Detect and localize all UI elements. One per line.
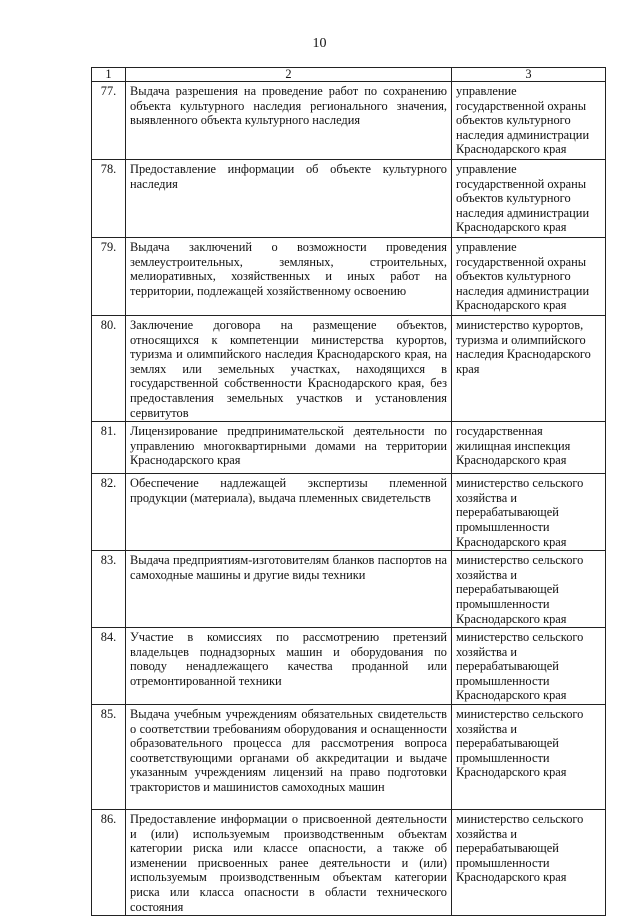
table-row: [92, 422, 606, 474]
header-col-3: 3: [452, 68, 606, 82]
responsible-authority: государственная жилищная инспекция Краснодарского края: [452, 422, 606, 474]
table-row: [92, 316, 606, 422]
table-row: [92, 551, 606, 628]
service-name: Выдача учебным учреждениям обязательных свидетельств о соответствии требованиям оборудования и оснащенности образовательного процесса для рассмотрения вопроса соответствующими органами об аккредитации и выдаче указанным учреждениям лицензий на право подготовки трактористов и машинистов самоходных машин: [126, 705, 452, 810]
header-col-1: 1: [92, 68, 126, 82]
responsible-authority: управление государственной охраны объектов культурного наследия администрации Краснодарского края: [452, 238, 606, 316]
table-row: [92, 238, 606, 316]
table-row: [92, 705, 606, 810]
table-row: [92, 810, 606, 916]
service-name: Выдача предприятиям-изготовителям бланков паспортов на самоходные машины и другие виды техники: [126, 551, 452, 628]
row-number: 86.: [92, 810, 126, 916]
table-row: [92, 160, 606, 238]
row-number: 78.: [92, 160, 126, 238]
service-name: Обеспечение надлежащей экспертизы племенной продукции (материала), выдача племенных свидетельств: [126, 474, 452, 551]
responsible-authority: управление государственной охраны объектов культурного наследия администрации Краснодарского края: [452, 82, 606, 160]
page-number: 10: [312, 36, 327, 51]
table-header-row: [92, 68, 606, 82]
responsible-authority: министерство сельского хозяйства и перерабатывающей промышленности Краснодарского края: [452, 551, 606, 628]
services-table: [91, 67, 606, 916]
row-number: 83.: [92, 551, 126, 628]
table-row: [92, 474, 606, 551]
service-name: Предоставление информации о присвоенной деятельности и (или) используемым производственным объектам категории риска или классе опасности, а также об изменении присвоенных ранее деятельности и (или) используемым производственным объектам категории риска или класса опасности в области технического состояния: [126, 810, 452, 916]
responsible-authority: министерство сельского хозяйства и перерабатывающей промышленности Краснодарского края: [452, 628, 606, 705]
responsible-authority: министерство курортов, туризма и олимпийского наследия Краснодарского края: [452, 316, 606, 422]
service-name: Предоставление информации об объекте культурного наследия: [126, 160, 452, 238]
service-name: Выдача разрешения на проведение работ по сохранению объекта культурного наследия регионального значения, выявленного объекта культурного наследия: [126, 82, 452, 160]
service-name: Участие в комиссиях по рассмотрению претензий владельцев поднадзорных машин и оборудования по поводу ненадлежащего качества проданной или отремонтированной техники: [126, 628, 452, 705]
row-number: 79.: [92, 238, 126, 316]
header-col-2: 2: [126, 68, 452, 82]
row-number: 82.: [92, 474, 126, 551]
row-number: 84.: [92, 628, 126, 705]
row-number: 77.: [92, 82, 126, 160]
service-name: Выдача заключений о возможности проведения землеустроительных, земляных, строительных, мелиоративных, хозяйственных и иных работ на территории, подлежащей хозяйственному освоению: [126, 238, 452, 316]
responsible-authority: министерство сельского хозяйства и перерабатывающей промышленности Краснодарского края: [452, 474, 606, 551]
table-row: [92, 628, 606, 705]
row-number: 81.: [92, 422, 126, 474]
row-number: 85.: [92, 705, 126, 810]
responsible-authority: министерство сельского хозяйства и перерабатывающей промышленности Краснодарского края: [452, 810, 606, 916]
table-row: [92, 82, 606, 160]
responsible-authority: министерство сельского хозяйства и перерабатывающей промышленности Краснодарского края: [452, 705, 606, 810]
responsible-authority: управление государственной охраны объектов культурного наследия администрации Краснодарского края: [452, 160, 606, 238]
row-number: 80.: [92, 316, 126, 422]
service-name: Лицензирование предпринимательской деятельности по управлению многоквартирными домами на территории Краснодарского края: [126, 422, 452, 474]
service-name: Заключение договора на размещение объектов, относящихся к компетенции министерства курортов, туризма и олимпийского наследия Краснодарского края, на землях или земельных участках, находящихся в государственной собственности Краснодарского края, без предоставления земельных участков и установления сервитутов: [126, 316, 452, 422]
